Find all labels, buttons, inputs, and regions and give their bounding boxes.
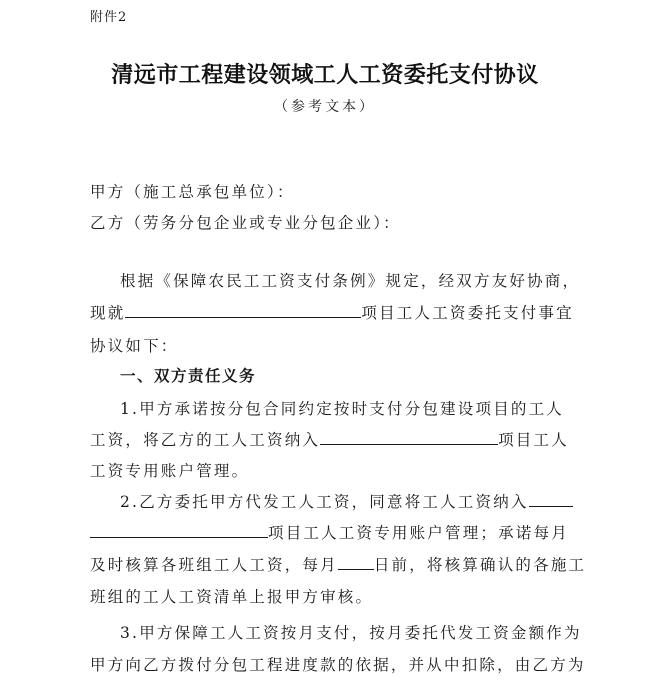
clause-2-line-3-suffix: 日前，将核算确认的各施工	[373, 556, 587, 574]
attachment-label: 附件2	[90, 10, 128, 25]
clause-1-line-3: 工资专用账户管理。	[90, 462, 250, 480]
clause-1-project-blank	[320, 430, 498, 445]
clause-1-line-1: 1.甲方承诺按分包合同约定按时支付分包建设项目的工人	[120, 400, 564, 418]
clause-3-line-2: 甲方向乙方拨付分包工程进度款的依据，并从中扣除，由乙方为	[90, 656, 586, 674]
clause-2-project-blank-start	[529, 492, 573, 507]
clause-2-line-3-prefix: 及时核算各班组工人工资，每月	[90, 556, 338, 574]
document-subtitle: （参考文本）	[274, 99, 376, 115]
section-1-heading: 一、双方责任义务	[120, 367, 257, 385]
clause-2-line-2-suffix: 项目工人工资专用账户管理；承诺每月	[268, 524, 569, 542]
intro-line-2-suffix: 项目工人工资委托支付事宜	[361, 304, 574, 322]
clause-1-line-2-suffix: 项目工人	[498, 431, 569, 449]
clause-2-line-1	[120, 490, 573, 512]
clause-2-project-blank	[90, 523, 268, 538]
clause-3-line-1: 3.甲方保障工人工资按月支付，按月委托代发工资金额作为	[120, 624, 582, 642]
document-title: 清远市工程建设领域工人工资委托支付协议	[111, 63, 539, 88]
project-name-blank	[125, 303, 361, 318]
clause-1-line-2-prefix: 工资，将乙方的工人工资纳入	[90, 431, 321, 449]
clause-2-line-2	[90, 521, 569, 543]
intro-line-1: 根据《保障农民工工资支付条例》规定，经双方友好协商，	[120, 272, 581, 290]
clause-2-line-3	[90, 553, 586, 575]
clause-2-day-blank	[338, 555, 374, 570]
intro-line-2	[90, 301, 574, 323]
party-a-line: 甲方（施工总承包单位）：	[90, 183, 295, 201]
clause-2-line-4: 班组的工人工资清单上报甲方审核。	[90, 588, 374, 606]
clause-1-line-2	[90, 428, 569, 450]
intro-line-2-prefix: 现就	[90, 304, 126, 322]
clause-2-line-1-text: 2.乙方委托甲方代发工人工资，同意将工人工资纳入	[120, 493, 529, 511]
party-b-line: 乙方（劳务分包企业或专业分包企业）：	[90, 214, 401, 232]
intro-line-3: 协议如下：	[90, 337, 179, 355]
